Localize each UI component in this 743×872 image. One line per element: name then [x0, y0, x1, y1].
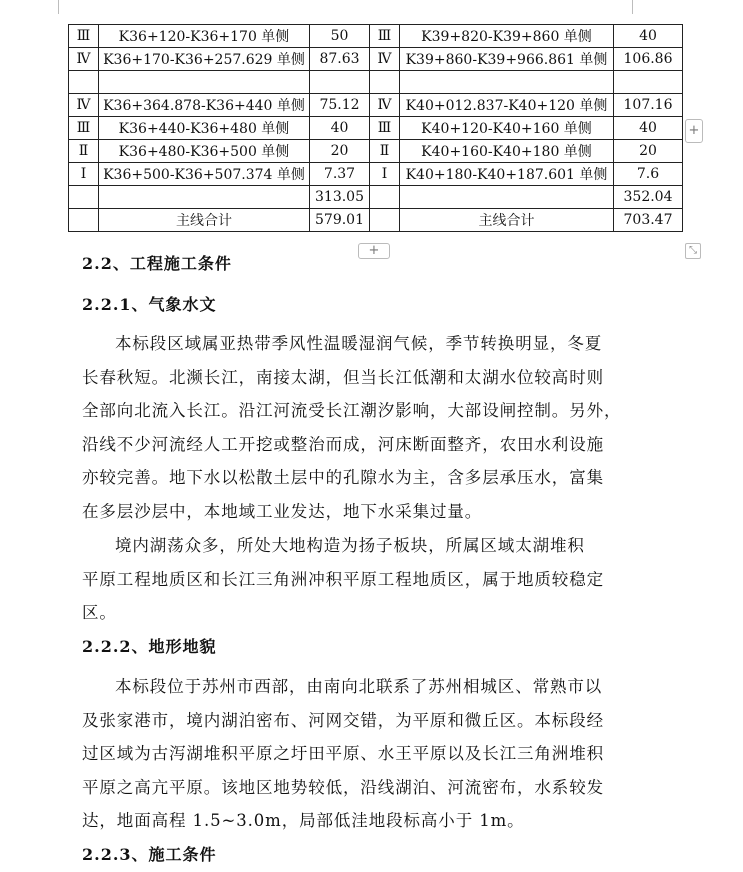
table-cell[interactable]: K36+500-K36+507.374 单侧: [99, 163, 310, 186]
table-cell[interactable]: 106.86: [614, 48, 683, 71]
table-cell[interactable]: 579.01: [310, 209, 370, 232]
table-row: [69, 25, 683, 48]
table-row: [69, 94, 683, 117]
table-cell[interactable]: 313.05: [310, 186, 370, 209]
paragraph-line: 长春秋短。北濒长江，南接太湖，但当长江低潮和太湖水位较高时则: [82, 367, 604, 387]
table-cell[interactable]: 40: [614, 117, 683, 140]
table-cell[interactable]: K40+120-K40+160 单侧: [400, 117, 614, 140]
table-cell[interactable]: Ⅲ: [370, 117, 400, 140]
table-cell[interactable]: [310, 71, 370, 94]
table-cell[interactable]: 50: [310, 25, 370, 48]
table-cell[interactable]: 主线合计: [99, 209, 310, 232]
table-cell[interactable]: [69, 71, 99, 94]
table-cell[interactable]: K40+012.837-K40+120 单侧: [400, 94, 614, 117]
table-cell[interactable]: 703.47: [614, 209, 683, 232]
table-cell[interactable]: Ⅱ: [69, 140, 99, 163]
table-cell[interactable]: 75.12: [310, 94, 370, 117]
table-cell[interactable]: Ⅰ: [370, 163, 400, 186]
paragraph-terrain: [82, 670, 642, 838]
paragraph-line: 达，地面高程 1.5~3.0m，局部低洼地段标高小于 1m。: [82, 811, 525, 831]
paragraph-line: 在多层沙层中，本地域工业发达，地下水采集过量。: [82, 501, 483, 521]
table-cell[interactable]: [99, 186, 310, 209]
paragraph-line: 沿线不少河流经人工开挖或整治而成，河床断面整齐，农田水利设施: [82, 434, 604, 454]
table-cell[interactable]: 107.16: [614, 94, 683, 117]
table-cell[interactable]: Ⅲ: [370, 25, 400, 48]
table-resize-handle[interactable]: ⤡: [685, 243, 701, 259]
table-cell[interactable]: [614, 71, 683, 94]
paragraph-line: 亦较完善。地下水以松散土层中的孔隙水为主，含多层承压水，富集: [82, 468, 604, 488]
table-cell[interactable]: 7.6: [614, 163, 683, 186]
table-row: [69, 117, 683, 140]
paragraph-line: 本标段位于苏州市西部，由南向北联系了苏州相城区、常熟市以: [115, 677, 603, 696]
page-margin-mark-right: [632, 0, 633, 14]
table-cell[interactable]: K40+180-K40+187.601 单侧: [400, 163, 614, 186]
table-cell[interactable]: 7.37: [310, 163, 370, 186]
table-cell[interactable]: K36+480-K36+500 单侧: [99, 140, 310, 163]
paragraph-line: 过区域为古泻湖堆积平原之圩田平原、水王平原以及长江三角洲堆积: [82, 744, 604, 764]
table-cell[interactable]: [99, 71, 310, 94]
table-cell[interactable]: 20: [310, 140, 370, 163]
paragraph-line: 境内湖荡众多，所处大地构造为扬子板块，所属区域太湖堆积: [115, 536, 585, 555]
table-cell[interactable]: [370, 209, 400, 232]
paragraph-line: 本标段区域属亚热带季风性温暖湿润气候，季节转换明显，冬夏: [115, 334, 603, 353]
heading-2-2-1: 2.2.1、气象水文: [82, 295, 217, 314]
table-cell[interactable]: [400, 71, 614, 94]
table-cell[interactable]: [69, 209, 99, 232]
table-cell[interactable]: 352.04: [614, 186, 683, 209]
paragraph-line: 全部向北流入长江。沿江河流受长江潮汐影响，大部设闸控制。另外，: [82, 401, 622, 421]
table-row: [69, 71, 683, 94]
table-cell[interactable]: K39+820-K39+860 单侧: [400, 25, 614, 48]
heading-2-2-2: 2.2.2、地形地貌: [82, 637, 217, 656]
table-cell[interactable]: 主线合计: [400, 209, 614, 232]
table-cell[interactable]: Ⅳ: [69, 48, 99, 71]
page-margin-mark-left: [58, 0, 59, 14]
table-cell[interactable]: Ⅲ: [69, 25, 99, 48]
table-cell[interactable]: [400, 186, 614, 209]
data-table: [68, 24, 683, 232]
table-row: [69, 209, 683, 232]
table-cell[interactable]: [69, 186, 99, 209]
table-cell[interactable]: K36+120-K36+170 单侧: [99, 25, 310, 48]
paragraph-line: 及张家港市，境内湖泊密布、河网交错，为平原和微丘区。本标段经: [82, 710, 604, 730]
heading-2-2: 2.2、工程施工条件: [82, 254, 232, 273]
table-cell[interactable]: Ⅳ: [370, 94, 400, 117]
table-cell[interactable]: Ⅳ: [69, 94, 99, 117]
add-column-button[interactable]: +: [685, 119, 703, 143]
heading-2-2-3: 2.2.3、施工条件: [82, 845, 217, 864]
table-cell[interactable]: Ⅰ: [69, 163, 99, 186]
table-cell[interactable]: [370, 71, 400, 94]
table-cell[interactable]: Ⅱ: [370, 140, 400, 163]
table-cell[interactable]: 40: [310, 117, 370, 140]
table-cell[interactable]: 20: [614, 140, 683, 163]
table-cell[interactable]: 40: [614, 25, 683, 48]
table-cell[interactable]: K40+160-K40+180 单侧: [400, 140, 614, 163]
paragraph-meteorology-1: [82, 327, 642, 529]
paragraph-line: 平原工程地质区和长江三角洲冲积平原工程地质区，属于地质较稳定: [82, 569, 604, 589]
table-row: [69, 186, 683, 209]
table-cell[interactable]: 87.63: [310, 48, 370, 71]
table-cell[interactable]: K36+364.878-K36+440 单侧: [99, 94, 310, 117]
table-row: [69, 140, 683, 163]
table-cell[interactable]: [370, 186, 400, 209]
table-cell[interactable]: Ⅳ: [370, 48, 400, 71]
table-cell[interactable]: Ⅲ: [69, 117, 99, 140]
paragraph-line: 区。: [82, 603, 117, 623]
table-cell[interactable]: K39+860-K39+966.861 单侧: [400, 48, 614, 71]
add-row-button[interactable]: +: [358, 243, 390, 259]
paragraph-line: 平原之高亢平原。该地区地势较低，沿线湖泊、河流密布，水系较发: [82, 777, 604, 797]
table-cell[interactable]: K36+170-K36+257.629 单侧: [99, 48, 310, 71]
table-row: [69, 163, 683, 186]
paragraph-meteorology-2: [82, 529, 642, 630]
table-cell[interactable]: K36+440-K36+480 单侧: [99, 117, 310, 140]
table-row: [69, 48, 683, 71]
